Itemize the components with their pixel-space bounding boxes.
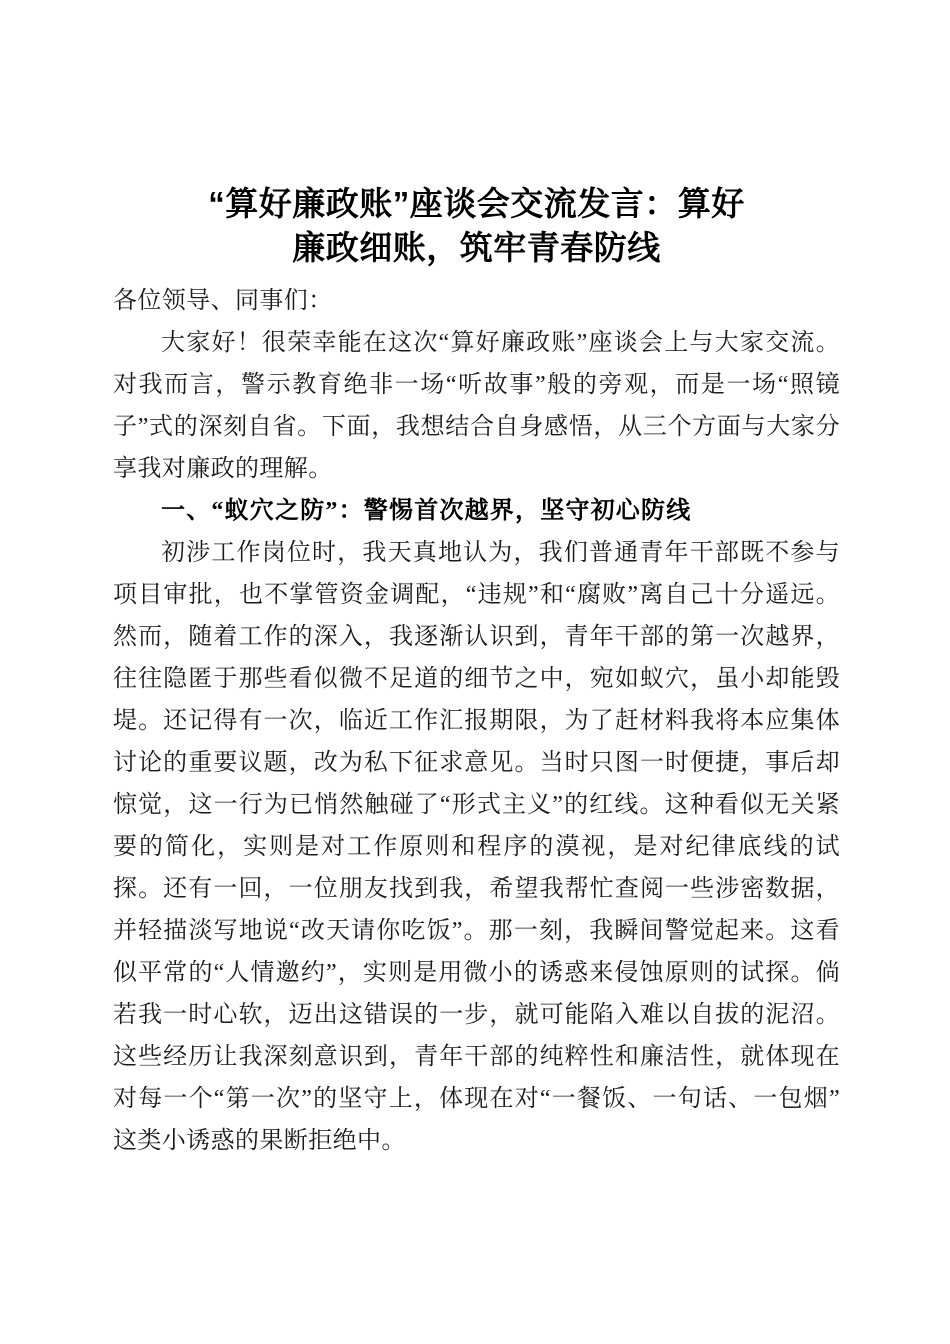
- intro-paragraph: 大家好！很荣幸能在这次“算好廉政账”座谈会上与大家交流。对我而言，警示教育绝非一场“听故事”般的旁观，而是一场“照镜子”式的深刻自省。下面，我想结合自身感悟，从三个方面与大家分享我对廉政的理解。: [113, 330, 840, 482]
- salutation: 各位领导、同事们：: [113, 288, 333, 314]
- page-title-line-1: “算好廉政账”座谈会交流发言：算好: [208, 185, 745, 222]
- section-heading-1: 一、“蚁穴之防”：警惕首次越界，坚守初心防线: [161, 498, 692, 524]
- page-title: [113, 182, 840, 270]
- document-content: [113, 182, 840, 1162]
- page-title-line-2: 廉政细账，筑牢青春防线: [292, 229, 661, 266]
- section-paragraph-1: 初涉工作岗位时，我天真地认为，我们普通青年干部既不参与项目审批，也不掌管资金调配，“违规”和“腐败”离自己十分遥远。然而，随着工作的深入，我逐渐认识到，青年干部的第一次越界，往往隐匿于那些看似微不足道的细节之中，宛如蚁穴，虽小却能毁堤。还记得有一次，临近工作汇报期限，为了赶材料我将本应集体讨论的重要议题，改为私下征求意见。当时只图一时便捷，事后却惊觉，这一行为已悄然触碰了“形式主义”的红线。这种看似无关紧要的简化，实则是对工作原则和程序的漠视，是对纪律底线的试探。还有一回，一位朋友找到我，希望我帮忙查阅一些涉密数据，并轻描淡写地说“改天请你吃饭”。那一刻，我瞬间警觉起来。这看似平常的“人情邀约”，实则是用微小的诱惑来侵蚀原则的试探。倘若我一时心软，迈出这错误的一步，就可能陷入难以自拔的泥沼。这些经历让我深刻意识到，青年干部的纯粹性和廉洁性，就体现在对每一个“第一次”的坚守上，体现在对“一餐饭、一句话、一包烟”这类小诱惑的果断拒绝中。: [113, 540, 840, 1154]
